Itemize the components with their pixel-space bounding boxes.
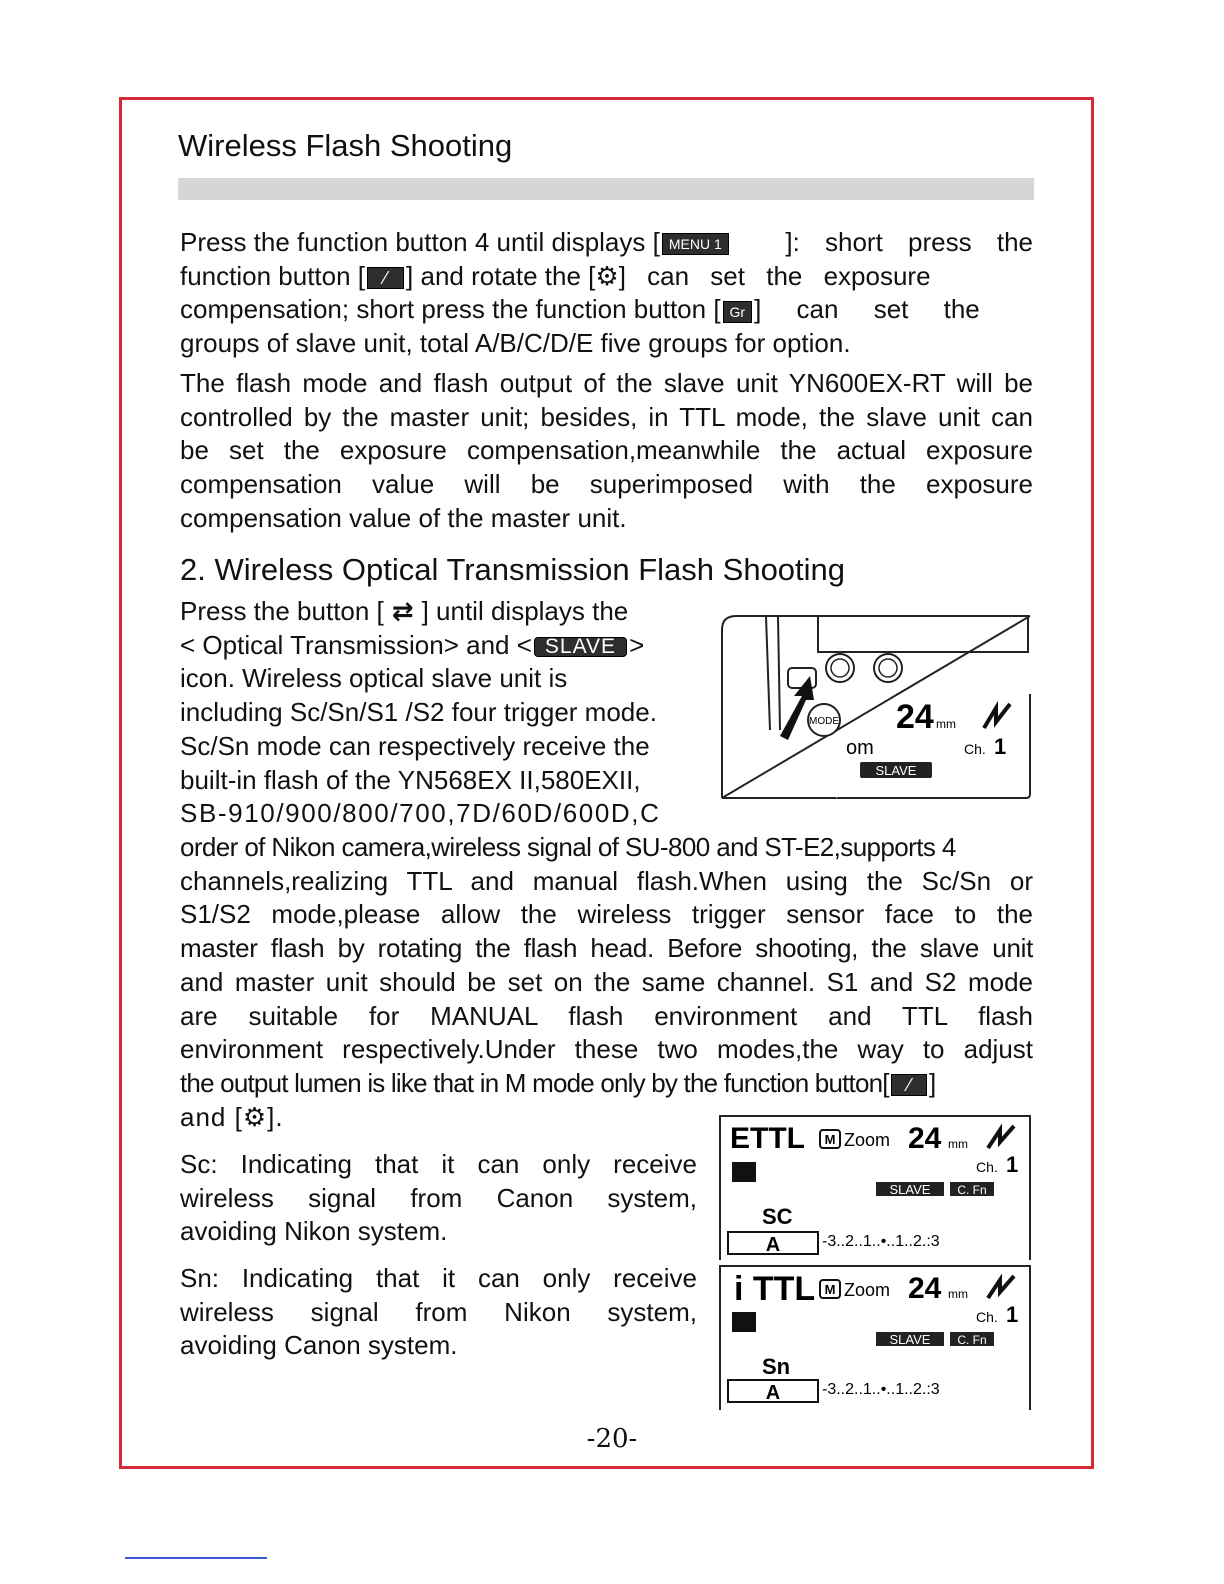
svg-text:Ch.: Ch. (964, 741, 986, 757)
svg-text:A: A (765, 1234, 781, 1256)
svg-text:C. Fn: C. Fn (957, 1333, 987, 1347)
svg-text:SC: SC (762, 1204, 793, 1229)
para2-line: The flash mode and flash output of the slave unit YN600EX-RT will be (180, 368, 1033, 398)
svg-text:24: 24 (908, 1122, 942, 1155)
svg-text:M: M (824, 1282, 836, 1297)
svg-text:C. Fn: C. Fn (957, 1183, 987, 1197)
svg-text:1: 1 (994, 734, 1007, 759)
svg-text:SLAVE: SLAVE (875, 763, 917, 778)
para3-line: S1/S2 mode,please allow the wireless trigger sensor face to the (180, 899, 1033, 930)
subsection-heading: 2. Wireless Optical Transmission Flash Shooting (180, 552, 846, 587)
svg-text:M: M (824, 1132, 836, 1147)
dial-icon: ⚙ (595, 260, 619, 291)
para-optical-narrow: Press the button [ ⇄ ] until displays the < Optical Transmission> and < SLAVE > icon. Wireless optical slave unit is including Sc/Sn/S1 /S2 four trigger mode. Sc/Sn mode can respectively receive the built-in flash of the YN568EX II,580EXII, SB-910/900/800/700,7D/60D/600D,C (180, 595, 700, 831)
para-optical-full: order of Nikon camera,wireless signal of SU-800 and ST-E2,supports 4 channels,realizing TTL and manual flash.When using the Sc/Sn or S1/S2 mode,please allow the wireless trigger sensor face to the master flash by rotating the flash head. Before shooting, the slave unit and master unit should be set on the same channel. S1 and S2 mode are suitable for MANUAL flash environment and TTL flash environment respectively.Under these two modes,the way to adjust the output lumen is like that in M mode only by the function button[ ⁄ ] and [⚙]. (180, 832, 1033, 1132)
wireless-icon: ⇄ (391, 596, 414, 626)
svg-text:ETTL: ETTL (730, 1122, 805, 1155)
lcd-sn-figure (718, 1264, 1034, 1412)
svg-text:mm: mm (948, 1137, 968, 1151)
para3-line: Sc/Sn mode can respectively receive the (180, 730, 650, 761)
para3-line: and master unit should be set on the same channel. S1 and S2 mode (180, 966, 1033, 997)
dial-icon: ⚙ (242, 1101, 268, 1132)
section-title: Wireless Flash Shooting (178, 128, 513, 163)
sn-line: Sn: Indicating that it can only receive (180, 1263, 697, 1293)
para2-line: compensation value will be superimposed with the exposure (180, 469, 1033, 500)
para2-line: controlled by the master unit; besides, in TTL mode, the slave unit can (180, 401, 1033, 432)
svg-text:24: 24 (908, 1272, 942, 1305)
svg-text:A: A (765, 1382, 781, 1404)
sc-line: avoiding Nikon system. (180, 1216, 448, 1247)
flash-ready-icon (988, 1276, 1014, 1298)
svg-text:-3..2..1..•..1..2.:3: -3..2..1..•..1..2.:3 (822, 1381, 940, 1398)
svg-text:Zoom: Zoom (844, 1130, 891, 1150)
sc-line: wireless signal from Canon system, (180, 1182, 697, 1213)
para3-line: environment respectively.Under these two modes,the way to adjust (180, 1034, 1033, 1065)
svg-text:Ch.: Ch. (976, 1159, 998, 1175)
para-slave-control (180, 367, 1033, 536)
wireless-button (788, 668, 816, 688)
svg-text:MODE: MODE (809, 716, 839, 727)
svg-text:om: om (846, 737, 874, 759)
para3-line: built-in flash of the YN568EX II,580EXII, (180, 764, 641, 795)
para3-line: master flash by rotating the flash head. Before shooting, the slave unit (180, 933, 1033, 964)
lcd-sc-figure (718, 1114, 1034, 1262)
svg-text:Sn: Sn (762, 1354, 791, 1379)
para3-line: channels,realizing TTL and manual flash.When using the Sc/Sn or (180, 865, 1033, 896)
para3-line: are suitable for MANUAL flash environment and TTL flash (180, 1000, 1033, 1031)
menu1-icon: MENU 1 (662, 233, 729, 255)
svg-text:1: 1 (1006, 1152, 1019, 1177)
svg-text:mm: mm (936, 717, 956, 731)
flash-unit-figure (718, 610, 1036, 802)
para1: Press the function button 4 until displays [ MENU 1 ]: short press the function button [ ⁄ ] and rotate the [⚙] can set the exposure compensation; short press the function button [ Gr ] can set the groups of slave unit, total A/B/C/D/E five groups for option. (180, 226, 1033, 361)
svg-text:1: 1 (1006, 1302, 1019, 1327)
para2-line: compensation value of the master unit. (180, 502, 627, 533)
exposure-comp-icon: ⁄ (891, 1074, 927, 1096)
sc-line: Sc: Indicating that it can only receive (180, 1149, 697, 1179)
para2-line: be set the exposure compensation,meanwhile the actual exposure (180, 435, 1033, 466)
exposure-comp-icon: ⁄ (367, 267, 404, 289)
flash-ready-icon (988, 1126, 1014, 1148)
svg-text:SLAVE: SLAVE (889, 1332, 931, 1347)
svg-text:24: 24 (896, 698, 934, 736)
para3-line: including Sc/Sn/S1 /S2 four trigger mode. (180, 697, 657, 728)
svg-text:mm: mm (948, 1287, 968, 1301)
svg-text:Zoom: Zoom (844, 1280, 891, 1300)
sn-line: avoiding Canon system. (180, 1330, 458, 1361)
title-bar (178, 178, 1034, 200)
svg-text:i TTL: i TTL (734, 1270, 816, 1308)
para-sc (180, 1148, 697, 1249)
para3-line: SB-910/900/800/700,7D/60D/600D,C (180, 798, 661, 829)
svg-text:-3..2..1..•..1..2.:3: -3..2..1..•..1..2.:3 (822, 1233, 940, 1250)
para3-line: order of Nikon camera,wireless signal of SU-800 and ST-E2,supports 4 (180, 832, 956, 862)
page-number: -20- (586, 1424, 638, 1454)
slave-flash-icon (732, 1162, 756, 1182)
para3-line: icon. Wireless optical slave unit is (180, 663, 568, 694)
slave-icon: SLAVE (534, 637, 627, 657)
group-icon: Gr (723, 301, 753, 323)
slave-flash-icon (732, 1312, 756, 1332)
sn-line: wireless signal from Nikon system, (180, 1296, 697, 1327)
svg-text:Ch.: Ch. (976, 1309, 998, 1325)
footer-link-line (125, 1557, 267, 1559)
para-sn (180, 1262, 697, 1363)
svg-text:SLAVE: SLAVE (889, 1182, 931, 1197)
